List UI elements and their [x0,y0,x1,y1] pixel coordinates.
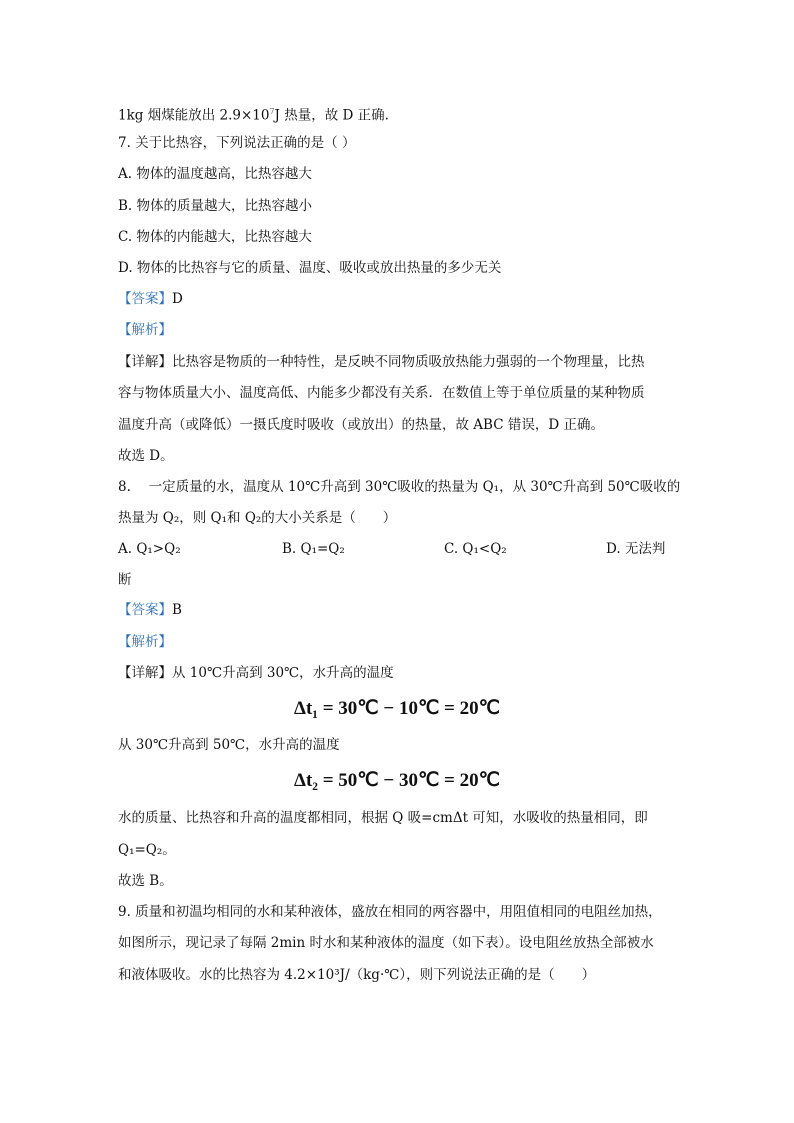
answer-value: D [172,291,183,307]
option-d-cont: 断 [118,572,132,588]
question-9-cont: 如图所示，现记录了每隔 2min 时水和某种液体的温度（如下表）。设电阻丝放热全部被水 [118,935,654,951]
detail-line [118,353,645,371]
detail-label: 【详解】 [118,665,172,681]
equation-2: Δt₂ = 50℃ − 30℃ = 20℃ [294,770,500,791]
option-b: B. Q₁=Q₂ [282,541,345,557]
detail-line [118,664,394,682]
selection-line: 故选 D。 [118,448,174,464]
question-8: 8. 一定质量的水，温度从 10℃升高到 30℃吸收的热量为 Q₁，从 30℃升高到 50℃吸收的 [118,479,681,495]
option-c: C. Q₁<Q₂ [444,541,507,557]
analysis-label: 【解析】 [118,634,172,650]
detail-line: 从 30℃升高到 50℃，水升高的温度 [118,737,340,753]
answer-label: 【答案】 [118,602,172,618]
question-8-cont: 热量为 Q₂，则 Q₁和 Q₂的大小关系是（ ） [118,510,397,526]
option-d: D. 无法判 [606,541,666,557]
answer-label: 【答案】 [118,291,172,307]
question-7: 7. 关于比热容，下列说法正确的是（ ） [118,135,356,151]
option-d: D. 物体的比热容与它的质量、温度、吸收或放出热量的多少无关 [118,260,502,276]
option-c: C. 物体的内能越大，比热容越大 [118,229,312,245]
answer-line [118,601,182,619]
option-b: B. 物体的质量越大，比热容越小 [118,198,313,214]
detail-label: 【详解】 [118,354,172,370]
superscript: 7 [269,107,275,116]
answer-line [118,290,183,308]
detail-line: 容与物体质量大小、温度高低、内能多少都没有关系．在数值上等于单位质量的某种物质 [118,385,645,401]
option-a: A. Q₁>Q₂ [118,541,181,557]
detail-line: 水的质量、比热容和升高的温度都相同，根据 Q 吸=cmΔt 可知，水吸收的热量相同，即 [118,810,648,826]
question-9-cont: 和液体吸收。水的比热容为 4.2×10³J/（kg·℃），则下列说法正确的是（ ） [118,967,596,983]
detail-text: 从 10℃升高到 30℃，水升高的温度 [172,665,394,681]
analysis-label: 【解析】 [118,322,172,338]
equation-1: Δt₁ = 30℃ − 10℃ = 20℃ [294,698,500,719]
text-part: J 热量，故 D 正确. [274,107,389,124]
answer-value: B [172,602,182,618]
detail-text: 比热容是物质的一种特性，是反映不同物质吸放热能力强弱的一个物理量，比热 [172,354,645,370]
text-part: 1kg 烟煤能放出 2.9×10 [118,107,270,124]
question-9: 9. 质量和初温均相同的水和某种液体，盛放在相同的两容器中，用阻值相同的电阻丝加热， [118,904,662,920]
detail-line: Q₁=Q₂。 [118,842,176,858]
detail-line: 温度升高（或降低）一摄氏度时吸收（或放出）的热量，故 ABC 错误，D 正确。 [118,417,604,433]
option-a: A. 物体的温度越高，比热容越大 [118,166,312,182]
selection-line: 故选 B。 [118,873,173,889]
text-line [118,103,389,125]
